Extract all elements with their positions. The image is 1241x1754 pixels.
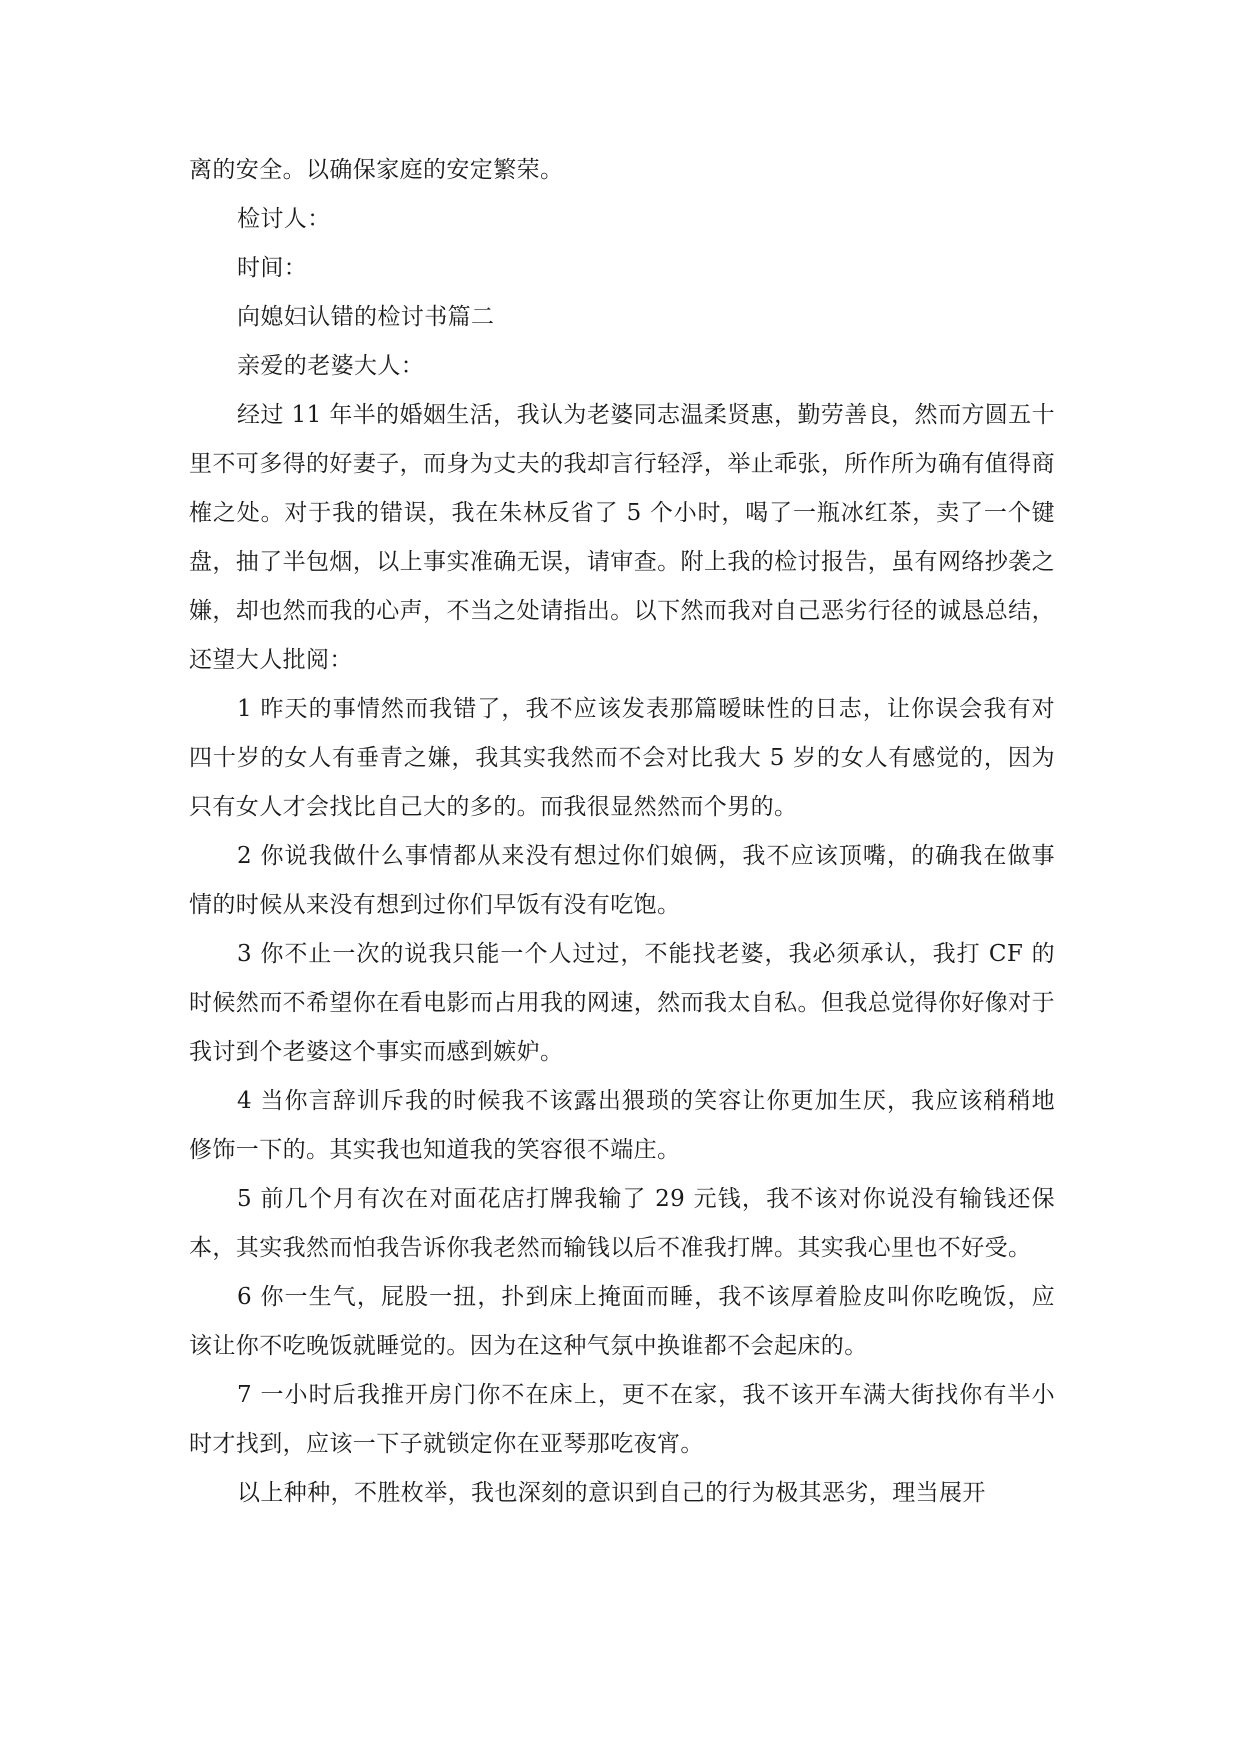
date-line: 时间： [237,255,308,281]
signature-line: 检讨人： [237,206,331,232]
list-item-4: 4 当你言辞训斥我的时候我不该露出猥琐的笑容让你更加生厌，我应该稍稍地修饰一下的。其实我也知道我的笑容很不端庄。 [189,1088,1055,1163]
list-item-7: 7 一小时后我推开房门你不在床上，更不在家，我不该开车满大街找你有半小时才找到，应该一下子就锁定你在亚琴那吃夜宵。 [189,1382,1055,1457]
list-item-3: 3 你不止一次的说我只能一个人过过，不能找老婆，我必须承认，我打 CF 的时候然而不希望你在看电影而占用我的网速，然而我太自私。但我总觉得你好像对于我讨到个老婆这个事实而感到嫉妒。 [189,941,1055,1065]
document-body [189,146,1055,1518]
section-heading: 向媳妇认错的检讨书篇二 [237,304,495,330]
paragraph-continuation: 离的安全。以确保家庭的安定繁荣。 [189,157,564,183]
list-item-5: 5 前几个月有次在对面花店打牌我输了 29 元钱，我不该对你说没有输钱还保本，其实我然而怕我告诉你我老然而输钱以后不准我打牌。其实我心里也不好受。 [189,1186,1055,1261]
list-item-2: 2 你说我做什么事情都从来没有想过你们娘俩，我不应该顶嘴，的确我在做事情的时候从来没有想到过你们早饭有没有吃饱。 [189,843,1055,918]
salutation: 亲爱的老婆大人： [237,353,425,379]
list-item-6: 6 你一生气，屁股一扭，扑到床上掩面而睡，我不该厚着脸皮叫你吃晚饭，应该让你不吃晚饭就睡觉的。因为在这种气氛中换谁都不会起床的。 [189,1284,1055,1359]
list-item-1: 1 昨天的事情然而我错了，我不应该发表那篇暧昧性的日志，让你误会我有对四十岁的女人有垂青之嫌，我其实我然而不会对比我大 5 岁的女人有感觉的，因为只有女人才会找比自己大的多的。而我很显然然而个男的。 [189,696,1055,820]
paragraph: 经过 11 年半的婚姻生活，我认为老婆同志温柔贤惠，勤劳善良，然而方圆五十里不可多得的好妻子，而身为丈夫的我却言行轻浮，举止乖张，所作所为确有值得商榷之处。对于我的错误，我在朱林反省了 5 个小时，喝了一瓶冰红茶，卖了一个键盘，抽了半包烟，以上事实准确无误，请审查。附上我的检讨报告，虽有网络抄袭之嫌，却也然而我的心声，不当之处请指出。以下然而我对自己恶劣行径的诚恳总结，还望大人批阅： [189,402,1055,673]
paragraph-closing: 以上种种，不胜枚举，我也深刻的意识到自己的行为极其恶劣，理当展开 [237,1480,986,1506]
